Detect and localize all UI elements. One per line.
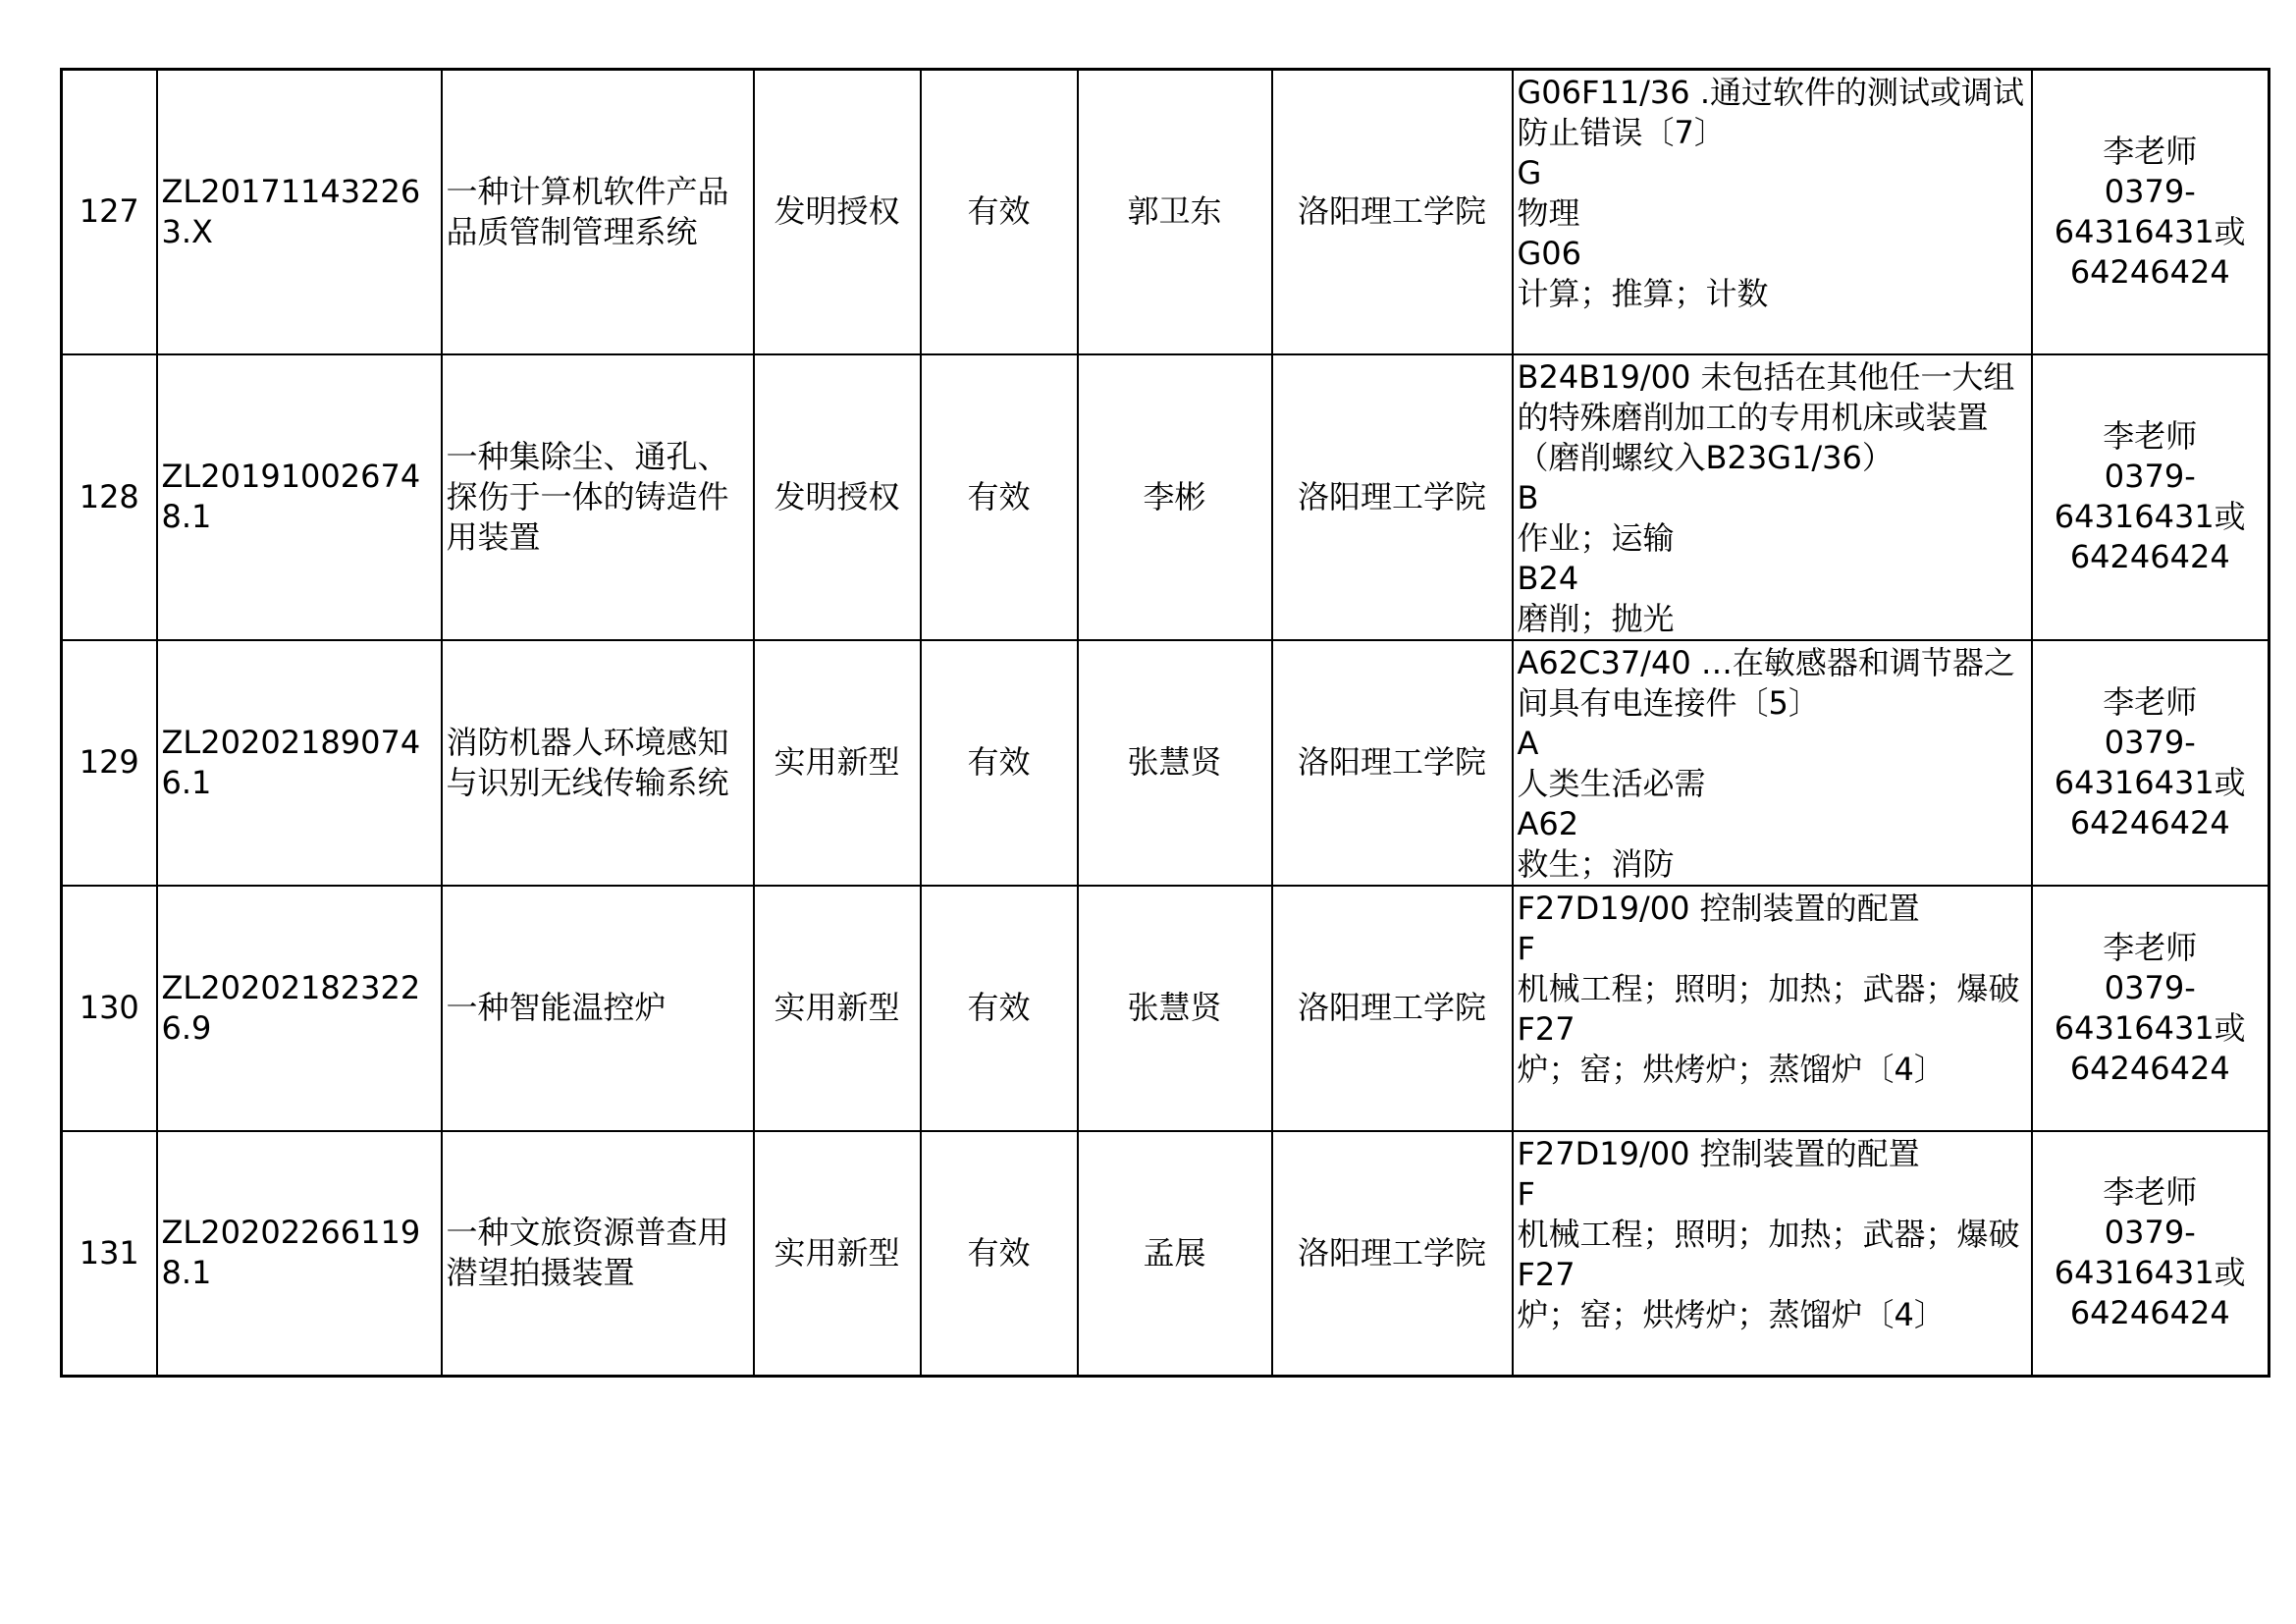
contact-name: 李老师 <box>2103 132 2198 170</box>
row-number: 127 <box>62 70 157 354</box>
contact-phone-prefix: 0379- <box>2104 1214 2196 1252</box>
inventor-name: 张慧贤 <box>1078 640 1272 886</box>
contact-phone-prefix: 0379- <box>2104 172 2196 210</box>
patent-type: 实用新型 <box>754 886 921 1131</box>
contact-phone-2: 64246424 <box>2069 538 2230 575</box>
contact-phone-1: 64316431或 <box>2054 498 2246 535</box>
patent-status: 有效 <box>921 70 1078 354</box>
patent-title: 一种集除尘、通孔、探伤于一体的铸造件用装置 <box>442 354 754 640</box>
patent-title: 一种智能温控炉 <box>442 886 754 1131</box>
contact-phone-1: 64316431或 <box>2054 1254 2246 1292</box>
contact-phone-1: 64316431或 <box>2054 212 2246 250</box>
row-number: 130 <box>62 886 157 1131</box>
inventor-name: 郭卫东 <box>1078 70 1272 354</box>
table-row <box>62 640 2269 886</box>
ipc-classification: F27D19/00 控制装置的配置 F 机械工程；照明；加热；武器；爆破 F27 炉；窑；烘烤炉；蒸馏炉〔4〕 <box>1513 1131 2032 1377</box>
table-row <box>62 70 2269 354</box>
patent-number: ZL201711432263.X <box>157 70 442 354</box>
patent-status: 有效 <box>921 1131 1078 1377</box>
contact-phone-2: 64246424 <box>2069 1049 2230 1087</box>
table-row <box>62 1131 2269 1377</box>
patent-status: 有效 <box>921 640 1078 886</box>
patent-type: 发明授权 <box>754 354 921 640</box>
row-number: 131 <box>62 1131 157 1377</box>
owner-name: 洛阳理工学院 <box>1272 886 1513 1131</box>
ipc-classification: F27D19/00 控制装置的配置 F 机械工程；照明；加热；武器；爆破 F27 炉；窑；烘烤炉；蒸馏炉〔4〕 <box>1513 886 2032 1131</box>
patent-title: 消防机器人环境感知与识别无线传输系统 <box>442 640 754 886</box>
inventor-name: 孟展 <box>1078 1131 1272 1377</box>
patent-status: 有效 <box>921 354 1078 640</box>
patent-number: ZL202021823226.9 <box>157 886 442 1131</box>
patent-type: 实用新型 <box>754 640 921 886</box>
patent-type: 实用新型 <box>754 1131 921 1377</box>
row-number: 129 <box>62 640 157 886</box>
patent-title: 一种文旅资源普查用潜望拍摄装置 <box>442 1131 754 1377</box>
row-number: 128 <box>62 354 157 640</box>
patent-title: 一种计算机软件产品品质管制管理系统 <box>442 70 754 354</box>
patent-type: 发明授权 <box>754 70 921 354</box>
patent-number: ZL202022661198.1 <box>157 1131 442 1377</box>
contact-name: 李老师 <box>2103 928 2198 966</box>
contact-phone-2: 64246424 <box>2069 803 2230 841</box>
table-body <box>62 70 2269 1377</box>
owner-name: 洛阳理工学院 <box>1272 354 1513 640</box>
contact-info <box>2032 70 2269 354</box>
contact-phone-1: 64316431或 <box>2054 1008 2246 1047</box>
contact-name: 李老师 <box>2103 682 2198 721</box>
contact-phone-prefix: 0379- <box>2104 458 2196 495</box>
contact-phone-2: 64246424 <box>2069 252 2230 291</box>
ipc-classification: A62C37/40 …在敏感器和调节器之间具有电连接件〔5〕 A 人类生活必需 A62 救生；消防 <box>1513 640 2032 886</box>
contact-phone-1: 64316431或 <box>2054 763 2246 801</box>
contact-info <box>2032 1131 2269 1377</box>
patent-table <box>60 68 2270 1378</box>
contact-name: 李老师 <box>2103 417 2198 455</box>
table-row <box>62 886 2269 1131</box>
contact-info <box>2032 640 2269 886</box>
ipc-classification: B24B19/00 未包括在其他任一大组的特殊磨削加工的专用机床或装置（磨削螺纹入B23G1/36） B 作业；运输 B24 磨削；抛光 <box>1513 354 2032 640</box>
contact-phone-prefix: 0379- <box>2104 968 2196 1006</box>
patent-status: 有效 <box>921 886 1078 1131</box>
inventor-name: 李彬 <box>1078 354 1272 640</box>
contact-info <box>2032 886 2269 1131</box>
patent-number: ZL201910026748.1 <box>157 354 442 640</box>
inventor-name: 张慧贤 <box>1078 886 1272 1131</box>
contact-phone-prefix: 0379- <box>2104 723 2196 761</box>
contact-phone-2: 64246424 <box>2069 1294 2230 1332</box>
owner-name: 洛阳理工学院 <box>1272 1131 1513 1377</box>
owner-name: 洛阳理工学院 <box>1272 70 1513 354</box>
owner-name: 洛阳理工学院 <box>1272 640 1513 886</box>
contact-info <box>2032 354 2269 640</box>
table-row <box>62 354 2269 640</box>
ipc-classification: G06F11/36 .通过软件的测试或调试防止错误〔7〕 G 物理 G06 计算；推算；计数 <box>1513 70 2032 354</box>
contact-name: 李老师 <box>2103 1173 2198 1212</box>
patent-number: ZL202021890746.1 <box>157 640 442 886</box>
